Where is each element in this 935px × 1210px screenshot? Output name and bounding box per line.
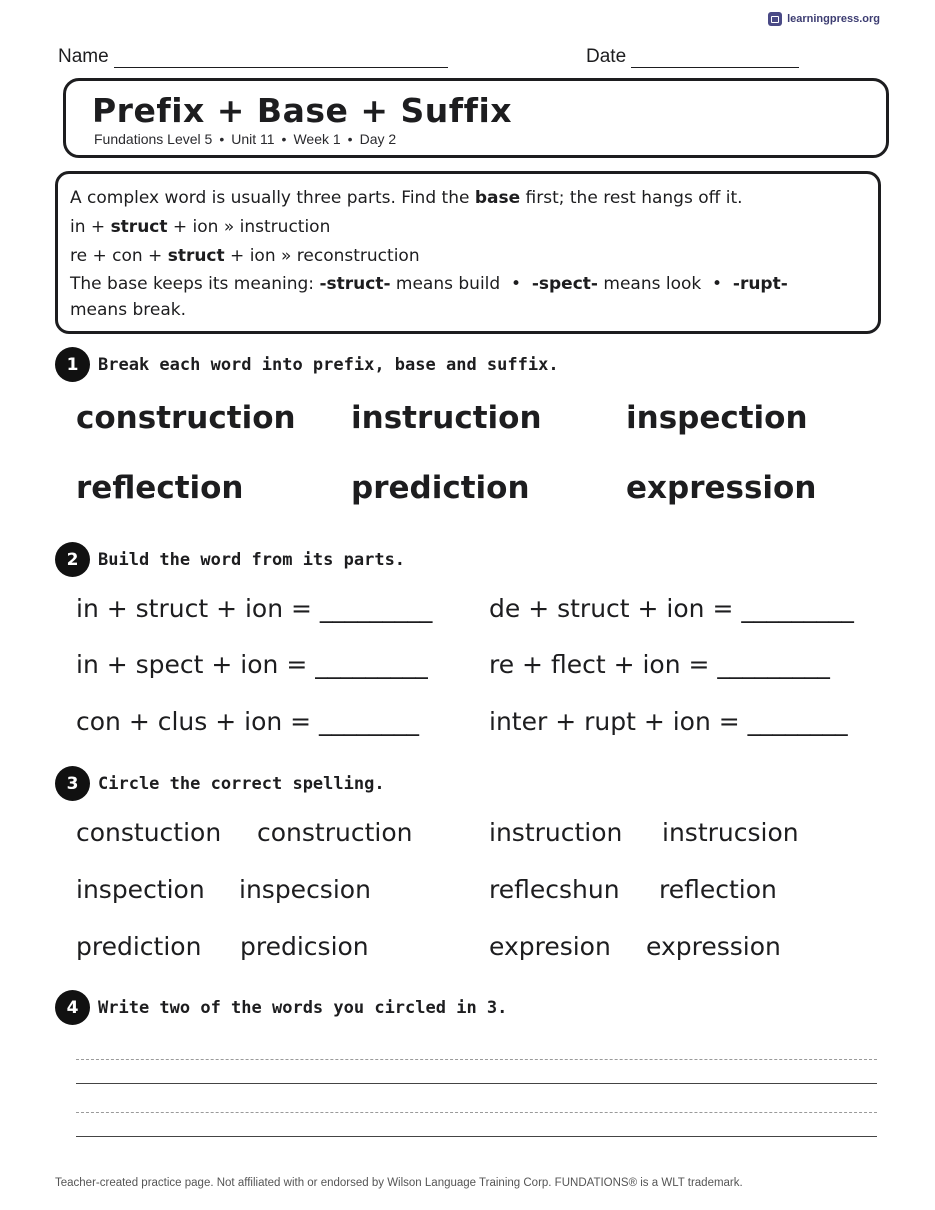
info-bold: -struct- <box>319 274 391 294</box>
info-dot: • <box>712 274 723 294</box>
section-number: 2 <box>55 542 90 577</box>
break-word: construction <box>76 400 296 436</box>
date-field[interactable] <box>586 46 799 68</box>
build-equation[interactable]: inter + rupt + ion = ________ <box>489 707 848 736</box>
section-instruction: Write two of the words you circled in 3. <box>98 997 508 1018</box>
section-3-header <box>55 766 385 801</box>
info-line <box>70 213 866 242</box>
info-text: first; the rest hangs off it. <box>520 188 743 208</box>
subtitle-separator: • <box>347 131 353 147</box>
spelling-option[interactable]: inspection <box>76 875 205 904</box>
build-equation[interactable]: de + struct + ion = _________ <box>489 594 854 623</box>
writing-line[interactable] <box>76 1083 877 1084</box>
spelling-option[interactable]: prediction <box>76 932 202 961</box>
brand-label: learningpress.org <box>787 13 880 25</box>
info-text: means build <box>390 274 501 294</box>
section-instruction: Build the word from its parts. <box>98 549 406 570</box>
info-text: in + <box>70 217 111 237</box>
break-word: prediction <box>351 470 530 506</box>
spelling-option[interactable]: construction <box>257 818 413 847</box>
spelling-option[interactable]: constuction <box>76 818 222 847</box>
brand-link[interactable] <box>768 12 880 26</box>
section-1-header <box>55 347 559 382</box>
subtitle-day: Day 2 <box>359 131 397 147</box>
info-line <box>70 242 866 271</box>
spelling-option[interactable]: reflection <box>659 875 777 904</box>
subtitle-level: Fundations Level 5 <box>94 131 213 147</box>
break-word: reflection <box>76 470 244 506</box>
info-box <box>55 171 881 334</box>
info-bold: -rupt- <box>732 274 788 294</box>
info-bold: base <box>474 188 521 208</box>
spelling-option[interactable]: predicsion <box>240 932 369 961</box>
date-line[interactable] <box>631 48 799 68</box>
section-2-header <box>55 542 405 577</box>
spelling-option[interactable]: instrucsion <box>662 818 799 847</box>
section-instruction: Break each word into prefix, base and suffix. <box>98 354 559 375</box>
info-bold: struct <box>110 217 168 237</box>
spelling-option[interactable]: instruction <box>489 818 623 847</box>
info-text: + ion » reconstruction <box>224 246 420 266</box>
break-word: instruction <box>351 400 542 436</box>
footer-disclaimer: Teacher-created practice page. Not affiliated with or endorsed by Wilson Language Training Corp. FUNDATIONS® is a WLT trademark. <box>55 1177 743 1189</box>
subtitle-separator: • <box>219 131 225 147</box>
info-text: A complex word is usually three parts. Find the <box>70 188 475 208</box>
name-line[interactable] <box>114 48 448 68</box>
writing-line[interactable] <box>76 1136 877 1137</box>
subtitle-week: Week 1 <box>293 131 341 147</box>
info-dot: • <box>511 274 522 294</box>
section-4-header <box>55 990 507 1025</box>
info-text: + ion » instruction <box>167 217 331 237</box>
book-icon <box>768 12 782 26</box>
break-word: inspection <box>626 400 808 436</box>
build-equation[interactable]: re + flect + ion = _________ <box>489 650 830 679</box>
page-title: Prefix + Base + Suffix <box>92 91 513 130</box>
info-line <box>70 184 866 213</box>
build-equation[interactable]: in + spect + ion = _________ <box>76 650 428 679</box>
info-text: means look <box>597 274 702 294</box>
build-equation[interactable]: con + clus + ion = ________ <box>76 707 420 736</box>
info-bold: -spect- <box>531 274 598 294</box>
spelling-option[interactable]: expression <box>646 932 781 961</box>
info-text: re + con + <box>70 246 168 266</box>
name-label: Name <box>58 46 109 67</box>
spelling-option[interactable]: reflecshun <box>489 875 620 904</box>
name-date-row <box>58 46 803 70</box>
break-word: expression <box>626 470 817 506</box>
section-number: 3 <box>55 766 90 801</box>
date-label: Date <box>586 46 627 67</box>
subtitle-separator: • <box>281 131 287 147</box>
writing-guide-line <box>76 1059 877 1060</box>
section-instruction: Circle the correct spelling. <box>98 773 385 794</box>
spelling-option[interactable]: expresion <box>489 932 611 961</box>
writing-guide-line <box>76 1112 877 1113</box>
page-subtitle <box>94 131 396 147</box>
info-text: The base keeps its meaning: <box>70 274 320 294</box>
spelling-option[interactable]: inspecsion <box>239 875 371 904</box>
section-number: 4 <box>55 990 90 1025</box>
info-bold: struct <box>167 246 225 266</box>
info-line <box>70 271 866 297</box>
subtitle-unit: Unit 11 <box>231 131 275 147</box>
section-number: 1 <box>55 347 90 382</box>
build-equation[interactable]: in + struct + ion = _________ <box>76 594 433 623</box>
title-box <box>63 78 889 158</box>
name-field[interactable] <box>58 46 448 68</box>
info-line: means break. <box>70 300 187 320</box>
